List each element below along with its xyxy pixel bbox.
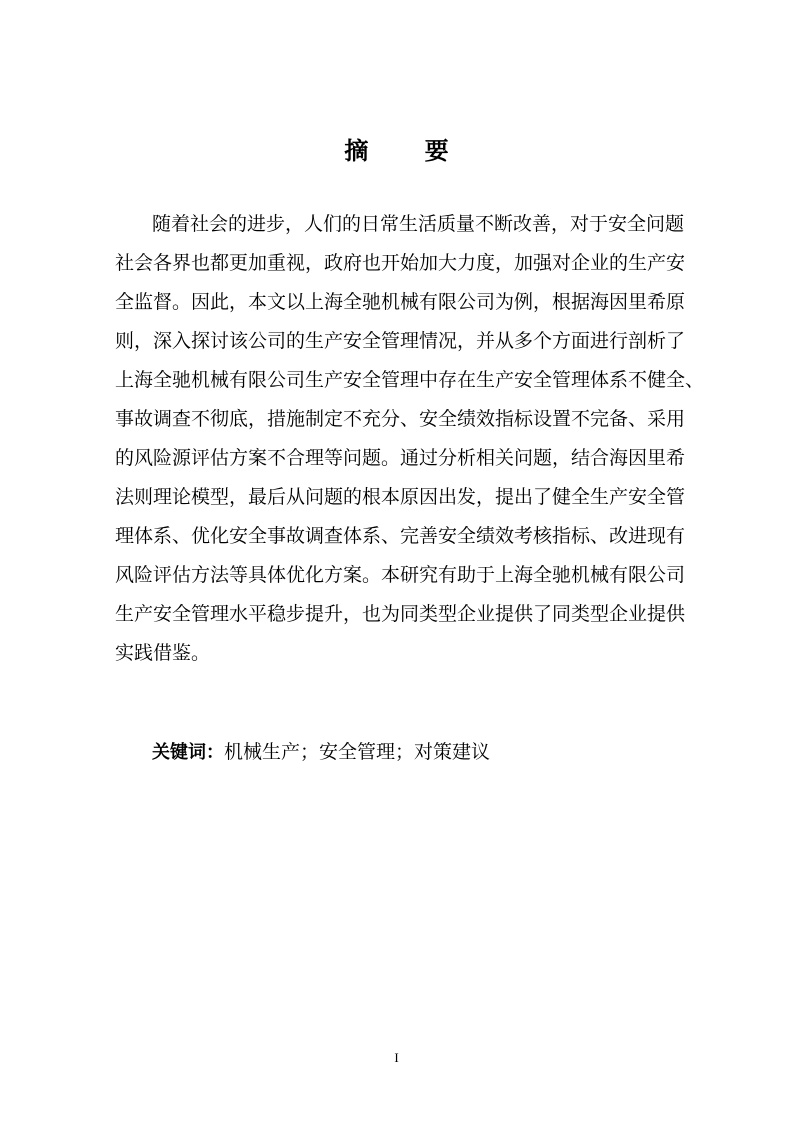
abstract-line: 生产安全管理水平稳步提升，也为同类型企业提供了同类型企业提供 bbox=[115, 603, 686, 625]
page-number: I bbox=[394, 1050, 399, 1065]
abstract-line: 法则理论模型，最后从问题的根本原因出发，提出了健全生产安全管 bbox=[115, 486, 686, 508]
abstract-line: 的风险源评估方案不合理等问题。通过分析相关问题，结合海因里希 bbox=[115, 447, 686, 469]
abstract-line: 全监督。因此，本文以上海全驰机械有限公司为例，根据海因里希原 bbox=[115, 291, 686, 313]
abstract-line: 事故调查不彻底，措施制定不充分、安全绩效指标设置不完备、采用 bbox=[115, 408, 686, 430]
abstract-body bbox=[115, 205, 705, 673]
abstract-line: 社会各界也都更加重视，政府也开始加大力度，加强对企业的生产安 bbox=[115, 252, 686, 274]
keywords-label: 关键词： bbox=[152, 742, 224, 763]
abstract-line: 理体系、优化安全事故调查体系、完善安全绩效考核指标、改进现有 bbox=[115, 525, 686, 547]
abstract-title: 摘 要 bbox=[344, 137, 473, 165]
abstract-line: 风险评估方法等具体优化方案。本研究有助于上海全驰机械有限公司 bbox=[115, 564, 686, 586]
abstract-line: 实践借鉴。 bbox=[115, 642, 211, 664]
abstract-line: 则，深入探讨该公司的生产安全管理情况，并从多个方面进行剖析了 bbox=[115, 330, 686, 352]
abstract-line: 随着社会的进步，人们的日常生活质量不断改善，对于安全问题 bbox=[152, 213, 685, 235]
abstract-line: 上海全驰机械有限公司生产安全管理中存在生产安全管理体系不健全、 bbox=[115, 369, 705, 391]
keywords-value: 机械生产；安全管理；对策建议 bbox=[224, 741, 491, 763]
keywords bbox=[152, 733, 490, 772]
